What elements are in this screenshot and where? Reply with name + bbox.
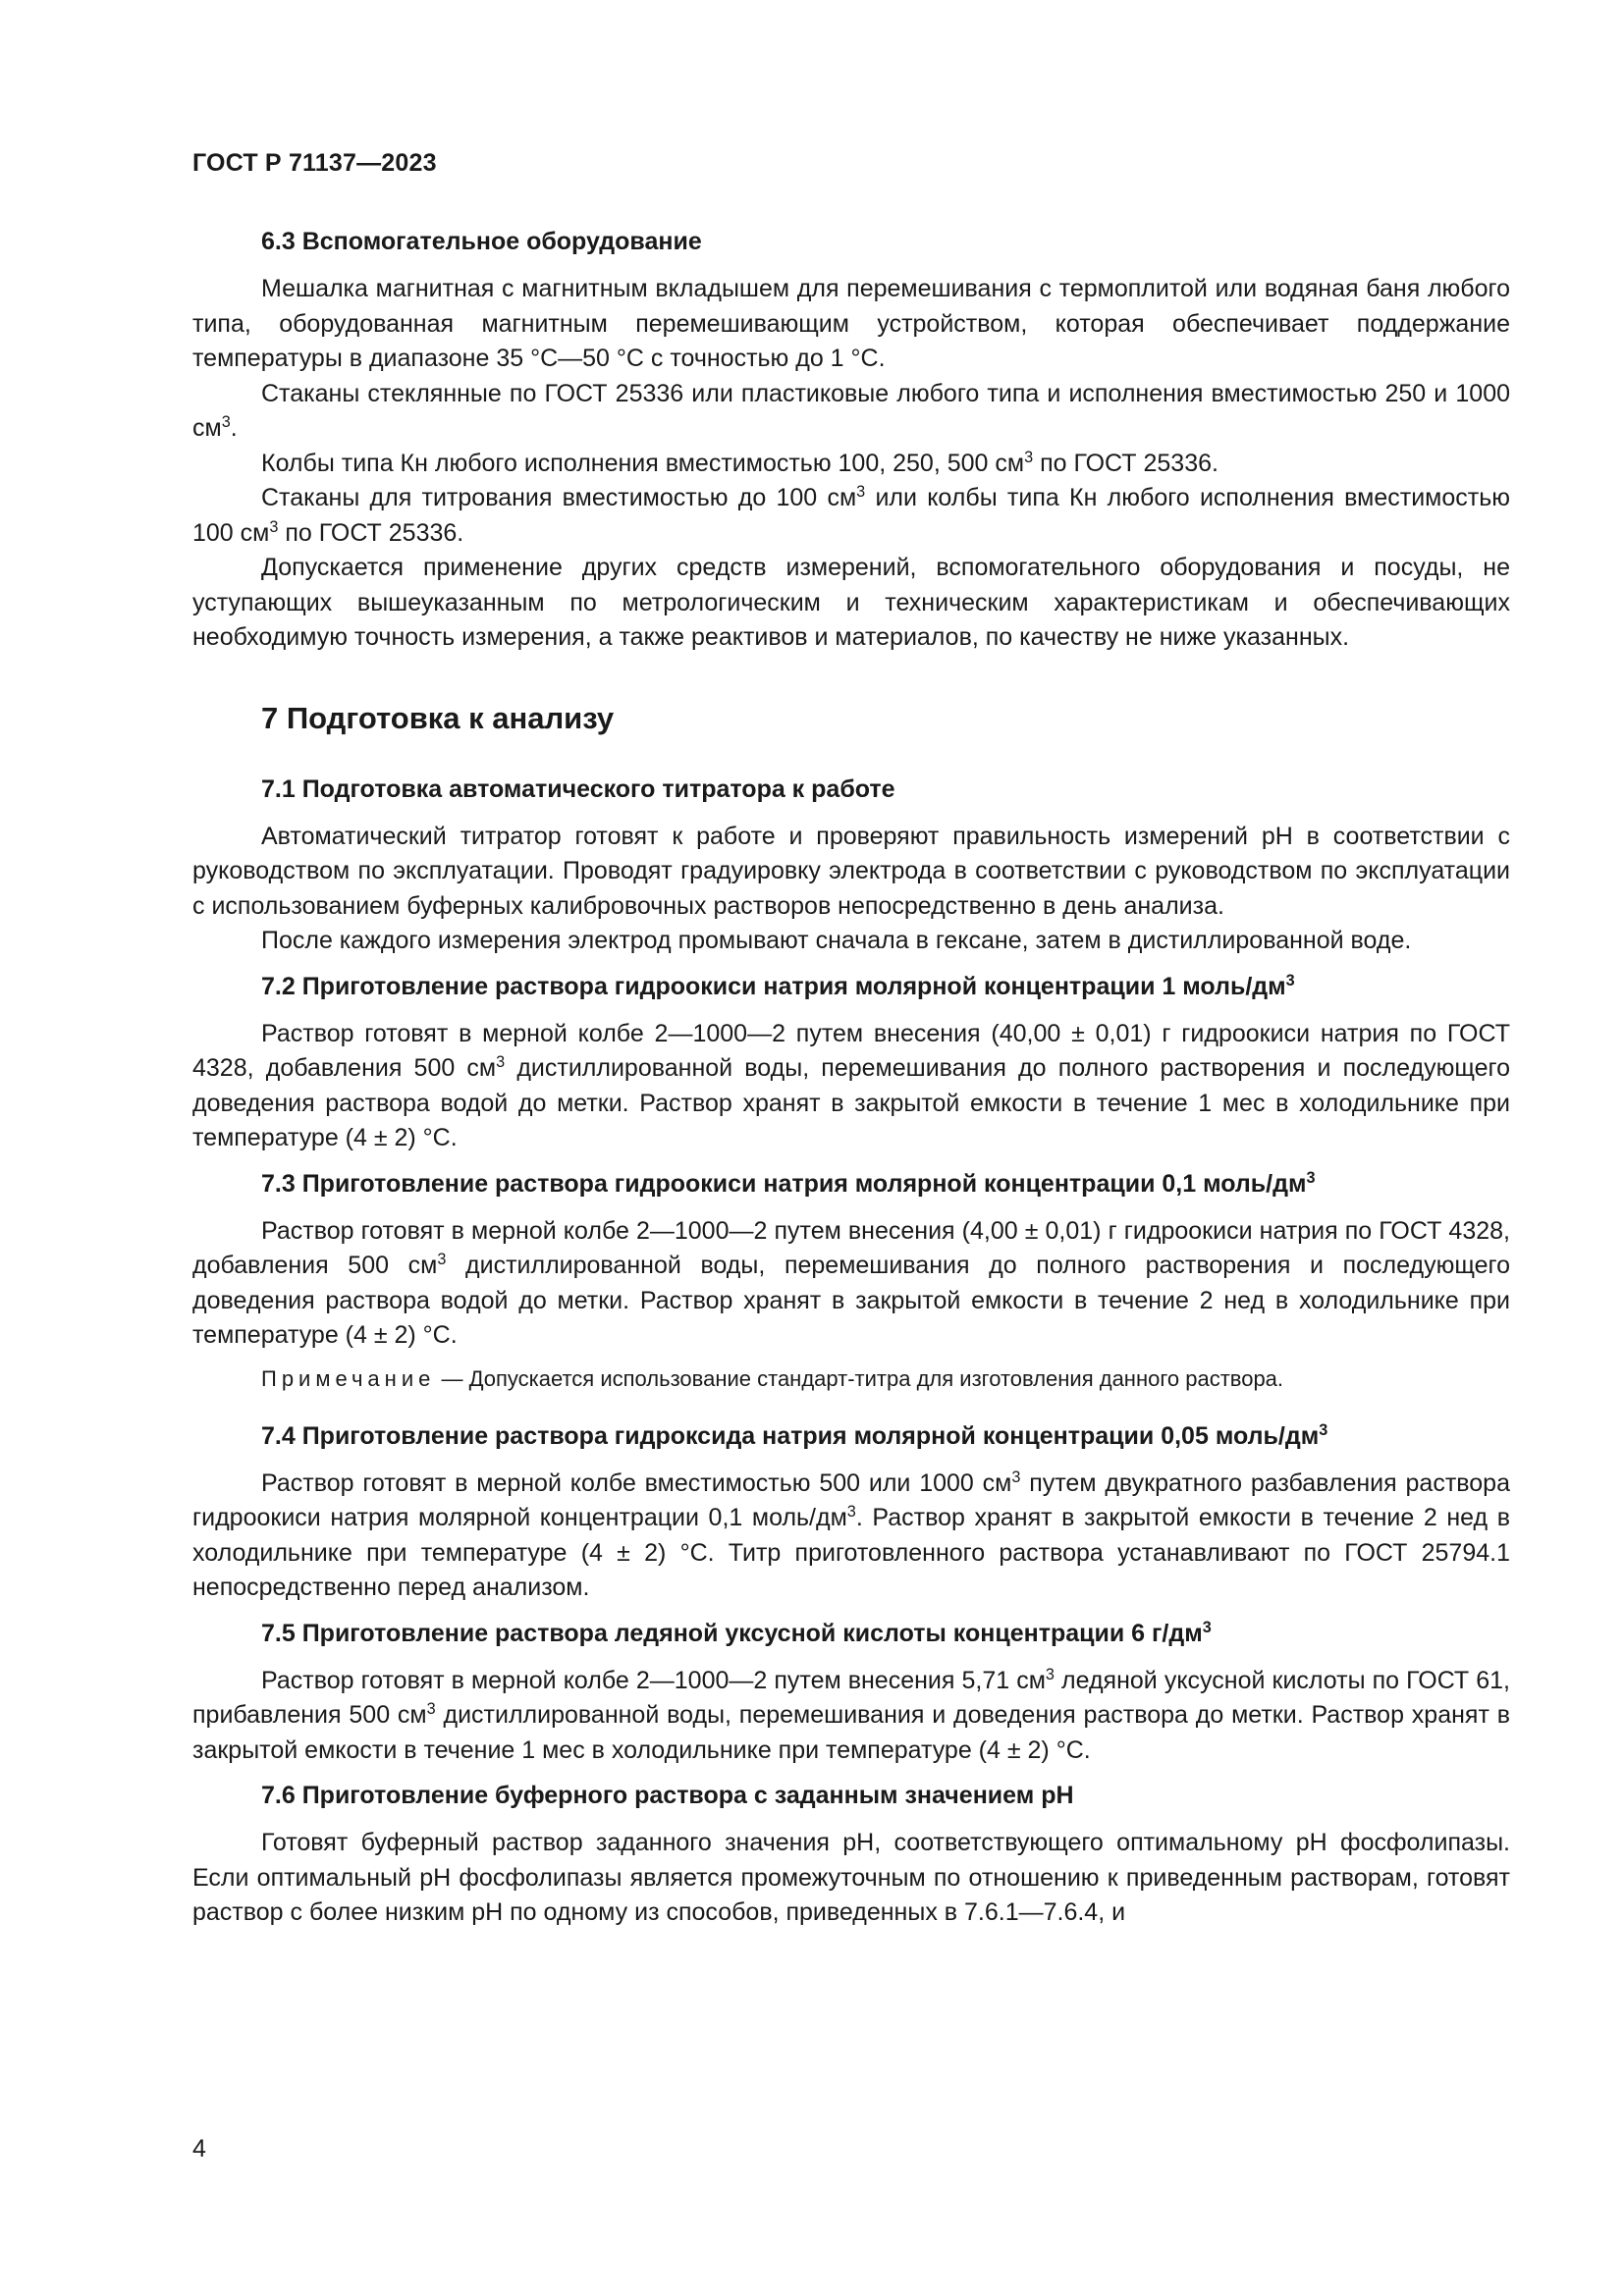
paragraph: Мешалка магнитная с магнитным вкладышем для перемешивания с термоплитой или водяная баня любого типа, оборудованная магнитным перемешивающим устройством, которая обеспечивает поддержание температуры в диапазоне 35 °С—50 °С с точностью до 1 °С. bbox=[192, 275, 1510, 372]
section-7-heading: 7 Подготовка к анализу bbox=[261, 700, 615, 735]
paragraph: Раствор готовят в мерной колбе 2—1000—2 путем внесения (4,00 ± 0,01) г гидроокиси натрия по ГОСТ 4328, добавления 500 $см^3$ дистиллированной воды, перемешивания до полного растворения и последующего доведения раствора водой до метки. Раствор хранят в закрытой емкости в течение 2 нед в холодильнике при температуре (4 ± 2) °С. bbox=[192, 1216, 1510, 1349]
heading-7-4: 7.4 Приготовление раствора гидроксида натрия молярной концентрации 0,05 моль/$дм^3$ bbox=[261, 1420, 1328, 1450]
paragraph: Раствор готовят в мерной колбе 2—1000—2 путем внесения (40,00 ± 0,01) г гидроокиси натрия по ГОСТ 4328, добавления 500 $см^3$ дистиллированной воды, перемешивания до полного растворения и последующего доведения раствора водой до метки. Раствор хранят в закрытой емкости в течение 1 мес в холодильнике при температуре (4 ± 2) °С. bbox=[192, 1019, 1510, 1151]
note-label: Примечание bbox=[261, 1365, 436, 1391]
document-body bbox=[192, 224, 1510, 1931]
heading-7-6: 7.6 Приготовление буферного раствора с заданным значением рН bbox=[261, 1782, 1074, 1809]
heading-7-3: 7.3 Приготовление раствора гидроокиси натрия молярной концентрации 0,1 моль/$дм^3$ bbox=[261, 1168, 1316, 1198]
paragraph: Раствор готовят в мерной колбе вместимостью 500 или 1000 $см^3$ путем двукратного разбавления раствора гидроокиси натрия молярной концентрации 0,1 моль/$дм^3$. Раствор хранят в закрытой емкости в течение 2 нед в холодильнике при температуре (4 ± 2) °С. Титр приготовленного раствора устанавливают по ГОСТ 25794.1 непосредственно перед анализом. bbox=[192, 1468, 1510, 1601]
paragraph: Стаканы для титрования вместимостью до 100 $см^3$ или колбы типа Кн любого исполнения вместимостью 100 $см^3$ по ГОСТ 25336. bbox=[192, 483, 1510, 547]
heading-7-5: 7.5 Приготовление раствора ледяной уксусной кислоты концентрации 6 $г/дм^3$ bbox=[261, 1618, 1212, 1647]
paragraph: Готовят буферный раствор заданного значения рН, соответствующего оптимальному рН фосфолипазы. Если оптимальный рН фосфолипазы является промежуточным по отношению к приведенным растворам, готовят раствор с более низким рН по одному из способов, приведенных в 7.6.1—7.6.4, и bbox=[192, 1829, 1510, 1926]
paragraph: После каждого измерения электрод промывают сначала в гексане, затем в дистиллированной воде. bbox=[261, 927, 1412, 954]
paragraph: Колбы типа Кн любого исполнения вместимостью 100, 250, 500 $см^3$ по ГОСТ 25336. bbox=[261, 448, 1218, 477]
paragraph: Автоматический титратор готовят к работе и проверяют правильность измерений рН в соответствии с руководством по эксплуатации. Проводят градуировку электрода в соответствии с руководством по эксплуатации с использованием буферных калибровочных растворов непосредственно в день анализа. bbox=[192, 822, 1510, 920]
heading-7-2: 7.2 Приготовление раствора гидроокиси натрия молярной концентрации 1 моль/$дм^3$ bbox=[261, 971, 1295, 1000]
paragraph: Стаканы стеклянные по ГОСТ 25336 или пластиковые любого типа и исполнения вместимостью 250 и 1000 $см^3$. bbox=[192, 379, 1510, 442]
paragraph: Допускается применение других средств измерений, вспомогательного оборудования и посуды, не уступающих вышеуказанным по метрологическим и техническим характеристикам и обеспечивающих необходимую точность измерения, а также реактивов и материалов, по качеству не ниже указанных. bbox=[192, 554, 1510, 651]
heading-7-1: 7.1 Подготовка автоматического титратора к работе bbox=[261, 774, 895, 803]
note: Примечание — Допускается использование стандарт-титра для изготовления данного раствора. bbox=[261, 1365, 1284, 1391]
document-header: ГОСТ Р 71137—2023 bbox=[192, 149, 437, 177]
page-number: 4 bbox=[192, 2135, 206, 2163]
heading-6-3: 6.3 Вспомогательное оборудование bbox=[261, 228, 702, 255]
paragraph: Раствор готовят в мерной колбе 2—1000—2 путем внесения 5,71 $см^3$ ледяной уксусной кислоты по ГОСТ 61, прибавления 500 $см^3$ дистиллированной воды, перемешивания и доведения раствора до метки. Раствор хранят в закрытой емкости в течение 1 мес в холодильнике при температуре (4 ± 2) °С. bbox=[192, 1665, 1511, 1764]
